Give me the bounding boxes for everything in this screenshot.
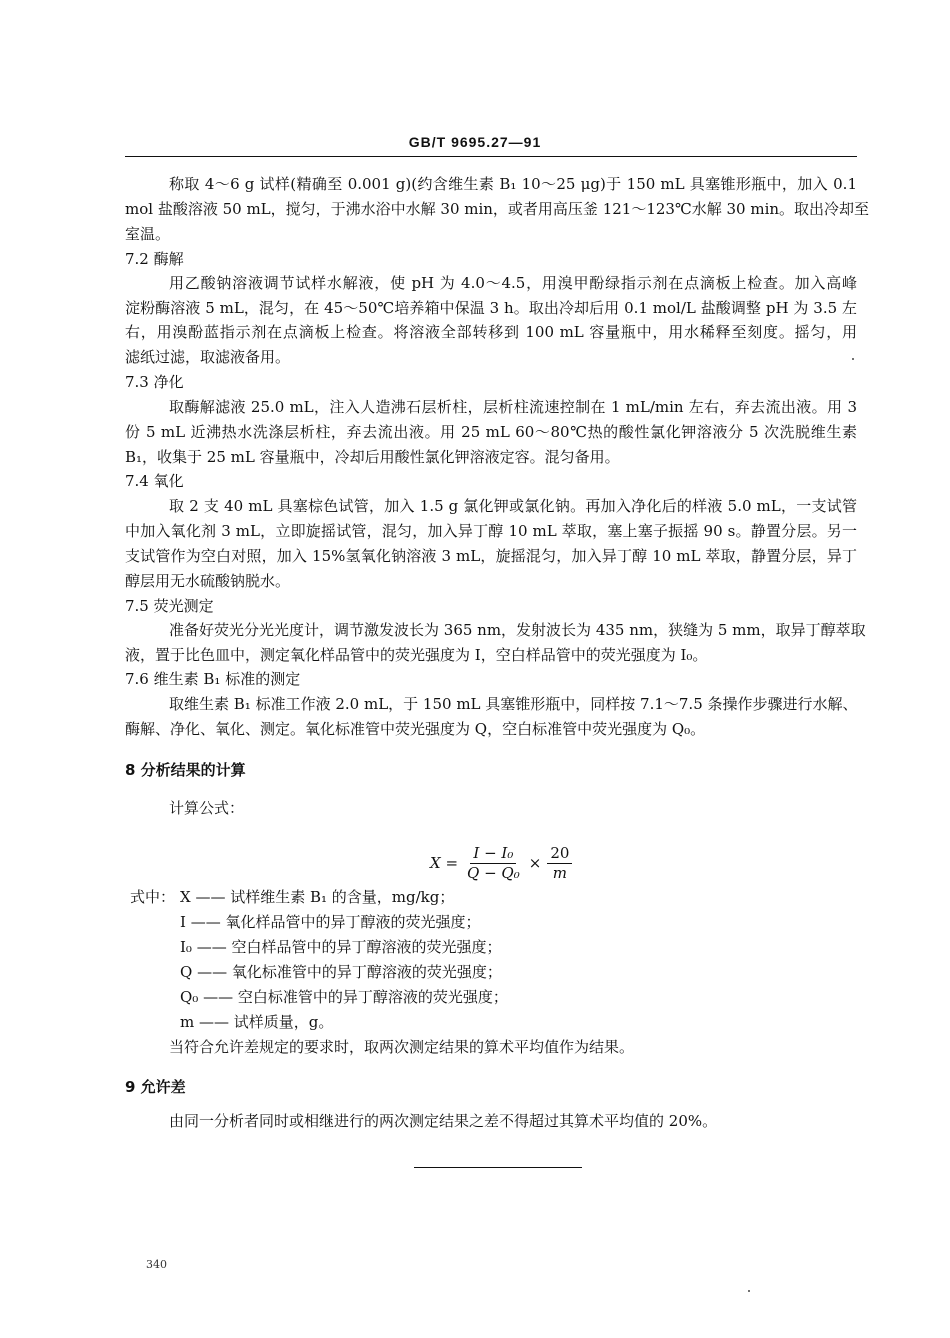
standard-code-header: GB/T 9695.27—91 xyxy=(408,134,542,150)
s76-line-2: 酶解、净化、氧化、测定。氧化标准管中荧光强度为 Q，空白标准管中荧光强度为 Q₀。 xyxy=(125,720,706,738)
formula-label: 计算公式： xyxy=(169,799,245,817)
s75-line-1: 准备好荧光分光光度计，调节激发波长为 365 nm，发射波长为 435 nm，狭缝为 5 mm，取异丁醇萃取 xyxy=(169,621,866,639)
s73-line-2: 份 5 mL 近沸热水洗涤层析柱，弃去流出液。用 25 mL 60～80℃热的酸性氯化钾溶液分 5 次洗脱维生素 xyxy=(125,423,857,441)
formula-lhs: X = xyxy=(430,854,459,872)
formula-fraction xyxy=(464,845,523,882)
formula-numerator: I − I₀ xyxy=(470,845,516,864)
s74-line-4: 醇层用无水硫酸钠脱水。 xyxy=(125,572,291,590)
definition-x: X —— 试样维生素 B₁ 的含量，mg/kg； xyxy=(180,888,455,906)
section-7-6-title: 7.6 维生素 B₁ 标准的测定 xyxy=(125,670,301,688)
s74-line-1: 取 2 支 40 mL 具塞棕色试管，加入 1.5 g 氯化钾或氯化钠。再加入净化后的样液 5.0 mL，一支试管 xyxy=(169,497,857,515)
section-7-4-title: 7.4 氧化 xyxy=(125,472,184,490)
definition-i: I —— 氧化样品管中的异丁醇液的荧光强度； xyxy=(180,913,481,931)
s72-line-1: 用乙酸钠溶液调节试样水解液，使 pH 为 4.0～4.5，用溴甲酚绿指示剂在点滴板上检查。加入高峰 xyxy=(169,274,857,292)
section-9-title: 9 允许差 xyxy=(125,1078,186,1096)
result-statement: 当符合允许差规定的要求时，取两次测定结果的算术平均值作为结果。 xyxy=(169,1038,635,1056)
section-7-3-title: 7.3 净化 xyxy=(125,373,184,391)
intro-line-3: 室温。 xyxy=(125,225,171,243)
formula-times: × xyxy=(528,854,542,872)
definition-i0: I₀ —— 空白样品管中的异丁醇溶液的荧光强度； xyxy=(180,938,502,956)
s9-line-1: 由同一分析者同时或相继进行的两次测定结果之差不得超过其算术平均值的 20%。 xyxy=(169,1112,718,1130)
s72-line-3: 右，用溴酚蓝指示剂在点滴板上检查。将溶液全部转移到 100 mL 容量瓶中，用水稀释至刻度。摇匀，用 xyxy=(125,323,857,341)
intro-line-2: mol 盐酸溶液 50 mL，搅匀，于沸水浴中水解 30 min，或者用高压釜 121～123℃水解 30 min。取出冷却至 xyxy=(125,200,870,218)
definition-q: Q —— 氧化标准管中的异丁醇溶液的荧光强度； xyxy=(180,963,502,981)
scan-speck xyxy=(748,1290,750,1292)
formula xyxy=(430,843,578,883)
s72-line-2: 淀粉酶溶液 5 mL，混匀，在 45～50℃培养箱中保温 3 h。取出冷却后用 0.1 mol/L 盐酸调整 pH 为 3.5 左 xyxy=(125,299,857,317)
formula-fraction-2 xyxy=(547,845,572,882)
formula-numerator-2: 20 xyxy=(547,845,572,864)
header-rule xyxy=(125,156,857,157)
s75-line-2: 液，置于比色皿中，测定氧化样品管中的荧光强度为 I，空白样品管中的荧光强度为 I₀。 xyxy=(125,646,708,664)
end-rule xyxy=(414,1167,582,1168)
where-prefix: 式中： xyxy=(130,888,176,906)
page-number: 340 xyxy=(146,1258,167,1271)
s74-line-3: 支试管作为空白对照，加入 15%氢氧化钠溶液 3 mL，旋摇混匀，加入异丁醇 10 mL 萃取，静置分层，异丁 xyxy=(125,547,857,565)
intro-line-1: 称取 4～6 g 试样(精确至 0.001 g)(约含维生素 B₁ 10～25 μg)于 150 mL 具塞锥形瓶中，加入 0.1 xyxy=(169,175,857,193)
formula-denominator: Q − Q₀ xyxy=(467,863,520,882)
definition-m: m —— 试样质量，g。 xyxy=(180,1013,334,1031)
section-7-5-title: 7.5 荧光测定 xyxy=(125,597,214,615)
s73-line-1: 取酶解滤液 25.0 mL，注入人造沸石层析柱，层析柱流速控制在 1 mL/min 左右，弃去流出液。用 3 xyxy=(169,398,857,416)
scan-speck xyxy=(852,358,854,360)
s73-line-3: B₁，收集于 25 mL 容量瓶中，冷却后用酸性氯化钾溶液定容。混匀备用。 xyxy=(125,448,620,466)
formula-denominator-2: m xyxy=(552,863,567,882)
s74-line-2: 中加入氧化剂 3 mL，立即旋摇试管，混匀，加入异丁醇 10 mL 萃取，塞上塞子振摇 90 s。静置分层。另一 xyxy=(125,522,857,540)
section-8-title: 8 分析结果的计算 xyxy=(125,761,246,779)
section-7-2-title: 7.2 酶解 xyxy=(125,250,184,268)
s72-line-4: 滤纸过滤，取滤液备用。 xyxy=(125,348,291,366)
definition-q0: Q₀ —— 空白标准管中的异丁醇溶液的荧光强度； xyxy=(180,988,508,1006)
s76-line-1: 取维生素 B₁ 标准工作液 2.0 mL，于 150 mL 具塞锥形瓶中，同样按 7.1～7.5 条操作步骤进行水解、 xyxy=(169,695,858,713)
